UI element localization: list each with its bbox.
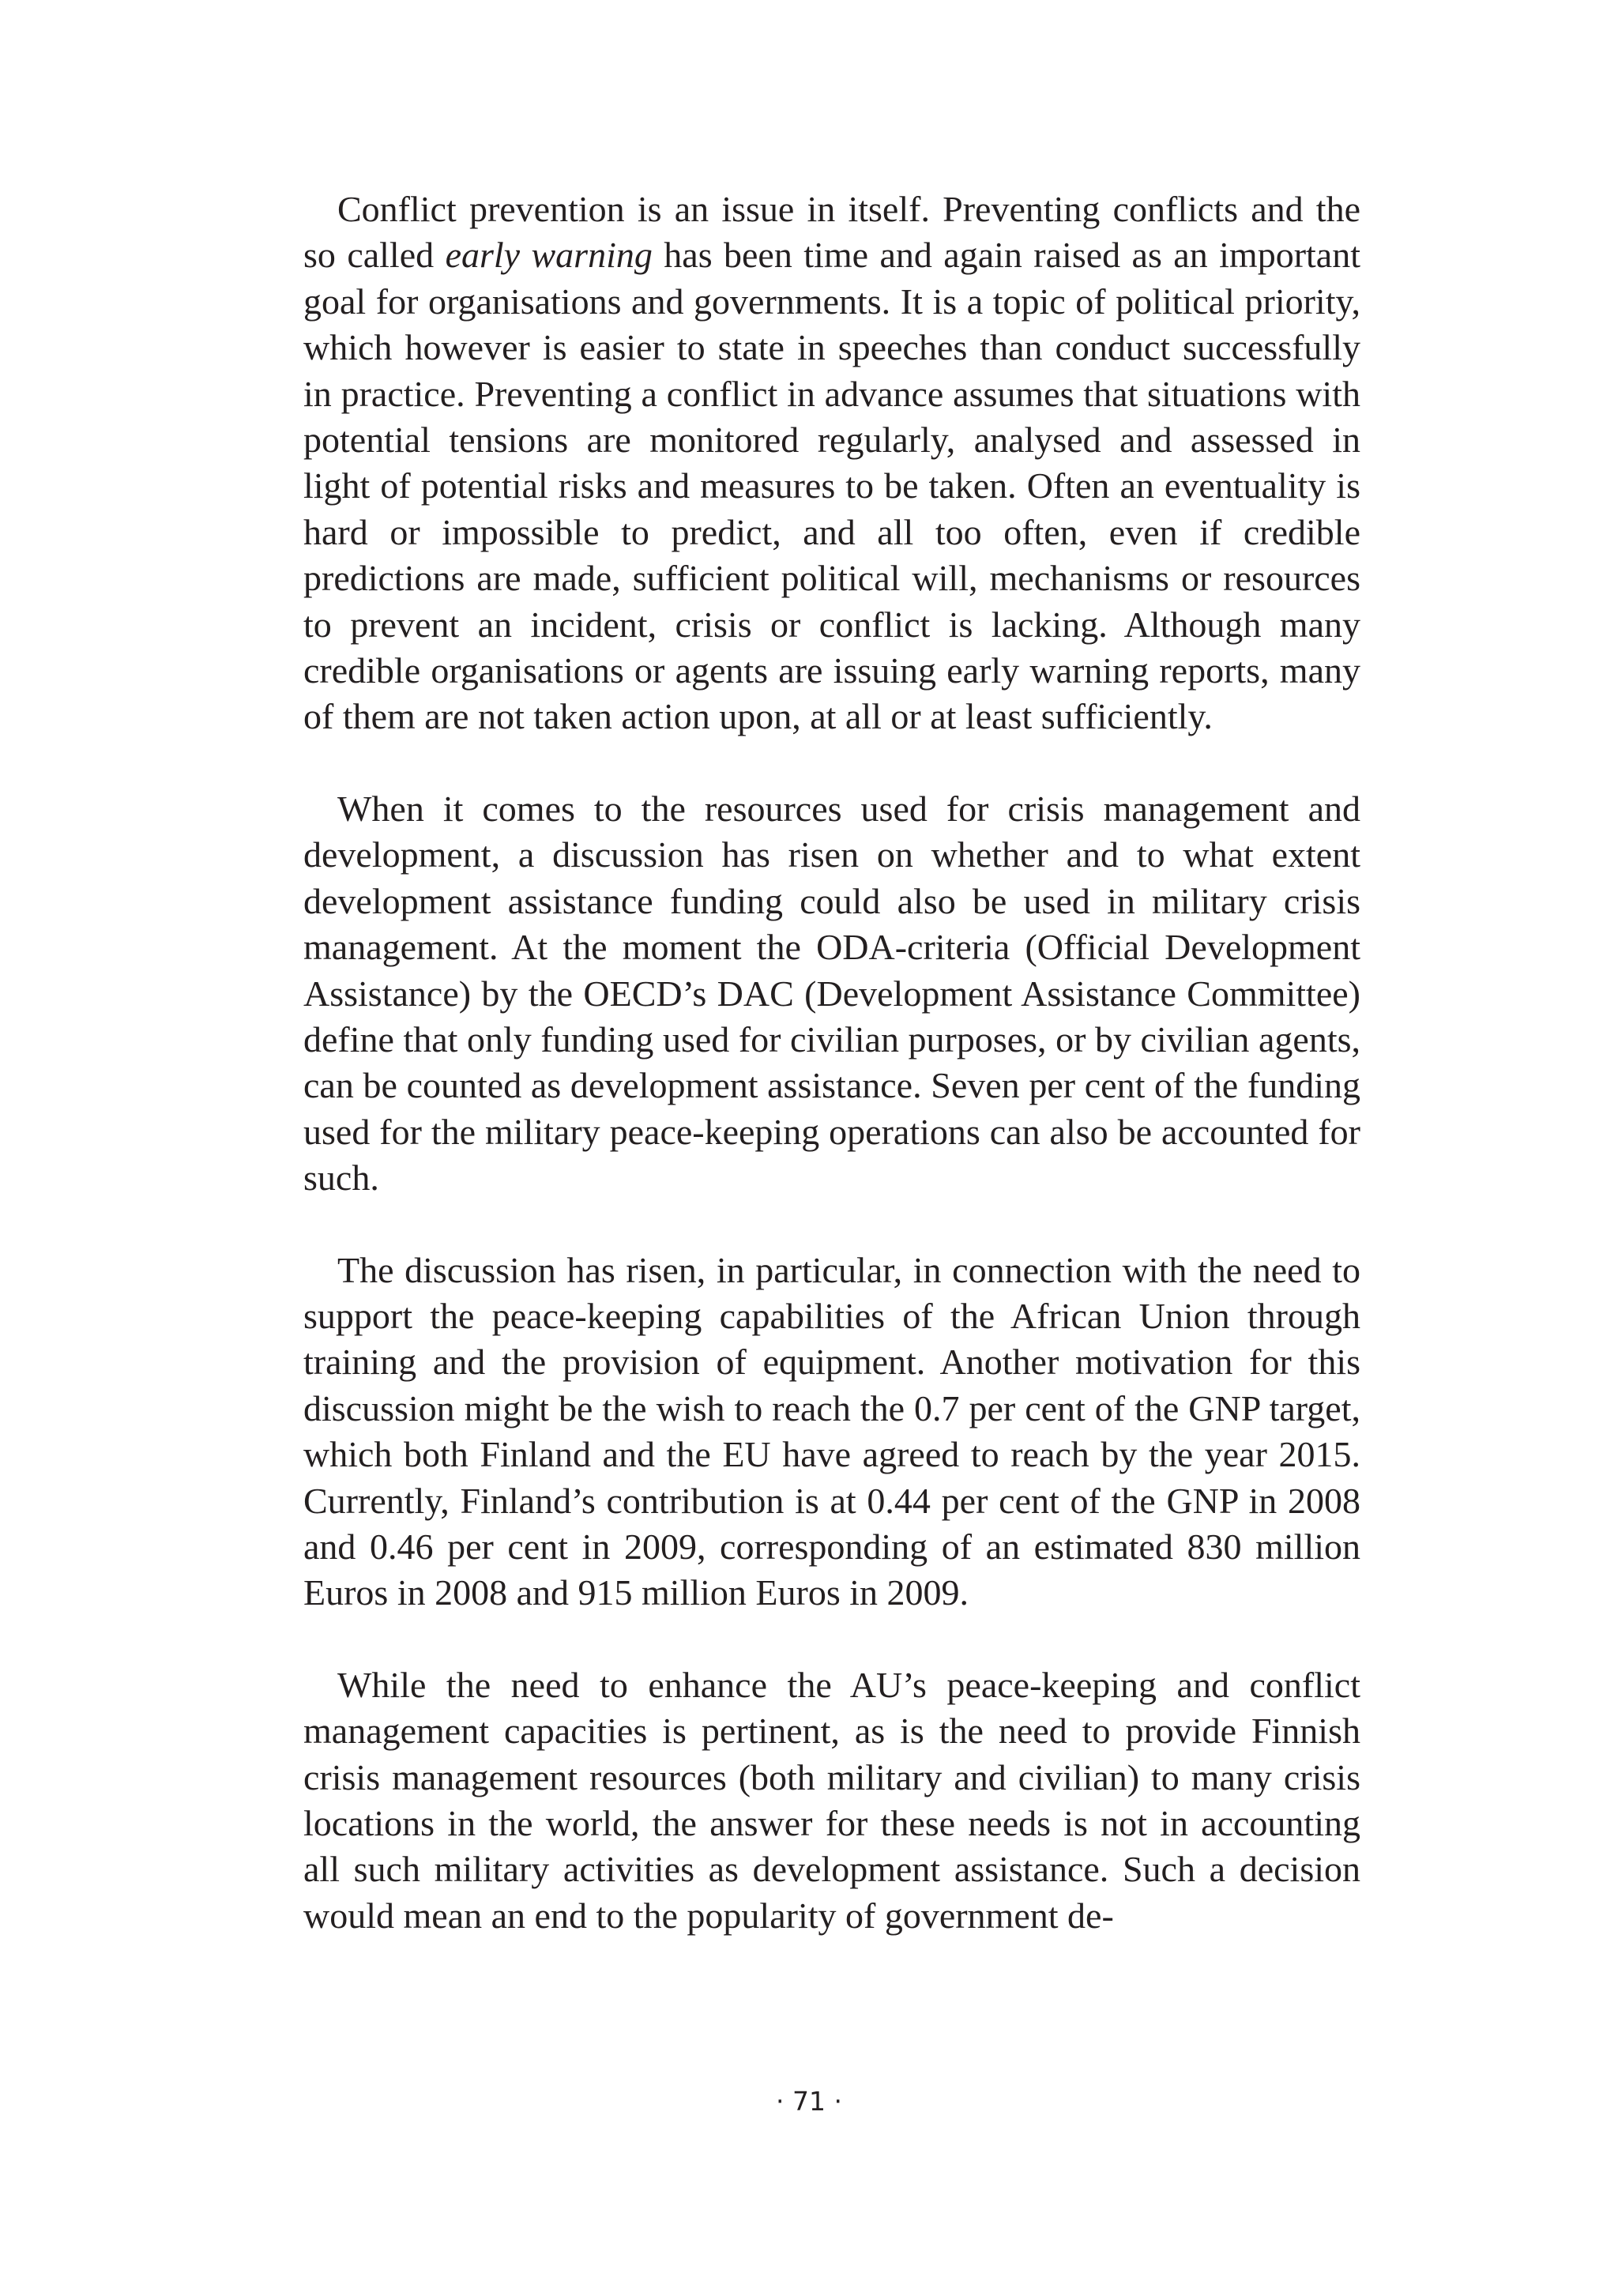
- paragraph-text: Conflict prevention is an issue in itself. Preventing conflicts and the so called: [303, 189, 1360, 276]
- paragraph-au-capacities: While the need to enhance the AU’s peace-keeping and conflict management capacities is pertinent, as is the need to provide Finnish crisis management resources (both military and civilian) to many crisis locations in the world, the answer for these needs is not in accounting all such military activities as development assistance. Such a decision would mean an end to the popularity of government de-: [303, 1664, 1360, 1936]
- paragraph-conflict-prevention: [303, 186, 1360, 740]
- body-text: [303, 186, 1360, 1939]
- page-number: · 71 ·: [776, 2086, 842, 2117]
- paragraph-resources: When it comes to the resources used for crisis management and development, a discussion has risen on whether and to what extent development assistance funding could also be used in military crisis management. At the moment the ODA-criteria (Official Development Assistance) by the OECD’s DAC (Development Assistance Committee) define that only funding used for civilian purposes, or by civilian agents, can be counted as development assistance. Seven per cent of the funding used for the military peace-keeping operations can also be accounted for such.: [303, 788, 1360, 1199]
- paragraph-african-union: The discussion has risen, in particular, in connection with the need to support the peace-keeping capabilities of the African Union through training and the provision of equipment. Another motivation for this discussion might be the wish to reach the 0.7 per cent of the GNP target, which both Finland and the EU have agreed to reach by the year 2015. Currently, Finland’s contribution is at 0.44 per cent of the GNP in 2008 and 0.46 per cent in 2009, corresponding of an estimated 830 million Euros in 2008 and 915 million Euros in 2009.: [303, 1249, 1360, 1613]
- paragraph-text: has been time and again raised as an important goal for organisations and governments. It is a topic of political priority, which however is easier to state in speeches than conduct successfully in practice. Preventing a conflict in advance assumes that situations with potential tensions are monitored regularly, analysed and assessed in light of potential risks and measures to be taken. Often an eventuality is hard or impossible to predict, and all too often, even if credible predictions are made, sufficient political will, mechanisms or resources to prevent an incident, crisis or conflict is lacking. Although many credible organisations or agents are issuing early warning reports, many of them are not taken action upon, at all or at least sufficiently.: [303, 235, 1360, 737]
- emphasis-early-warning: early warning: [445, 235, 653, 276]
